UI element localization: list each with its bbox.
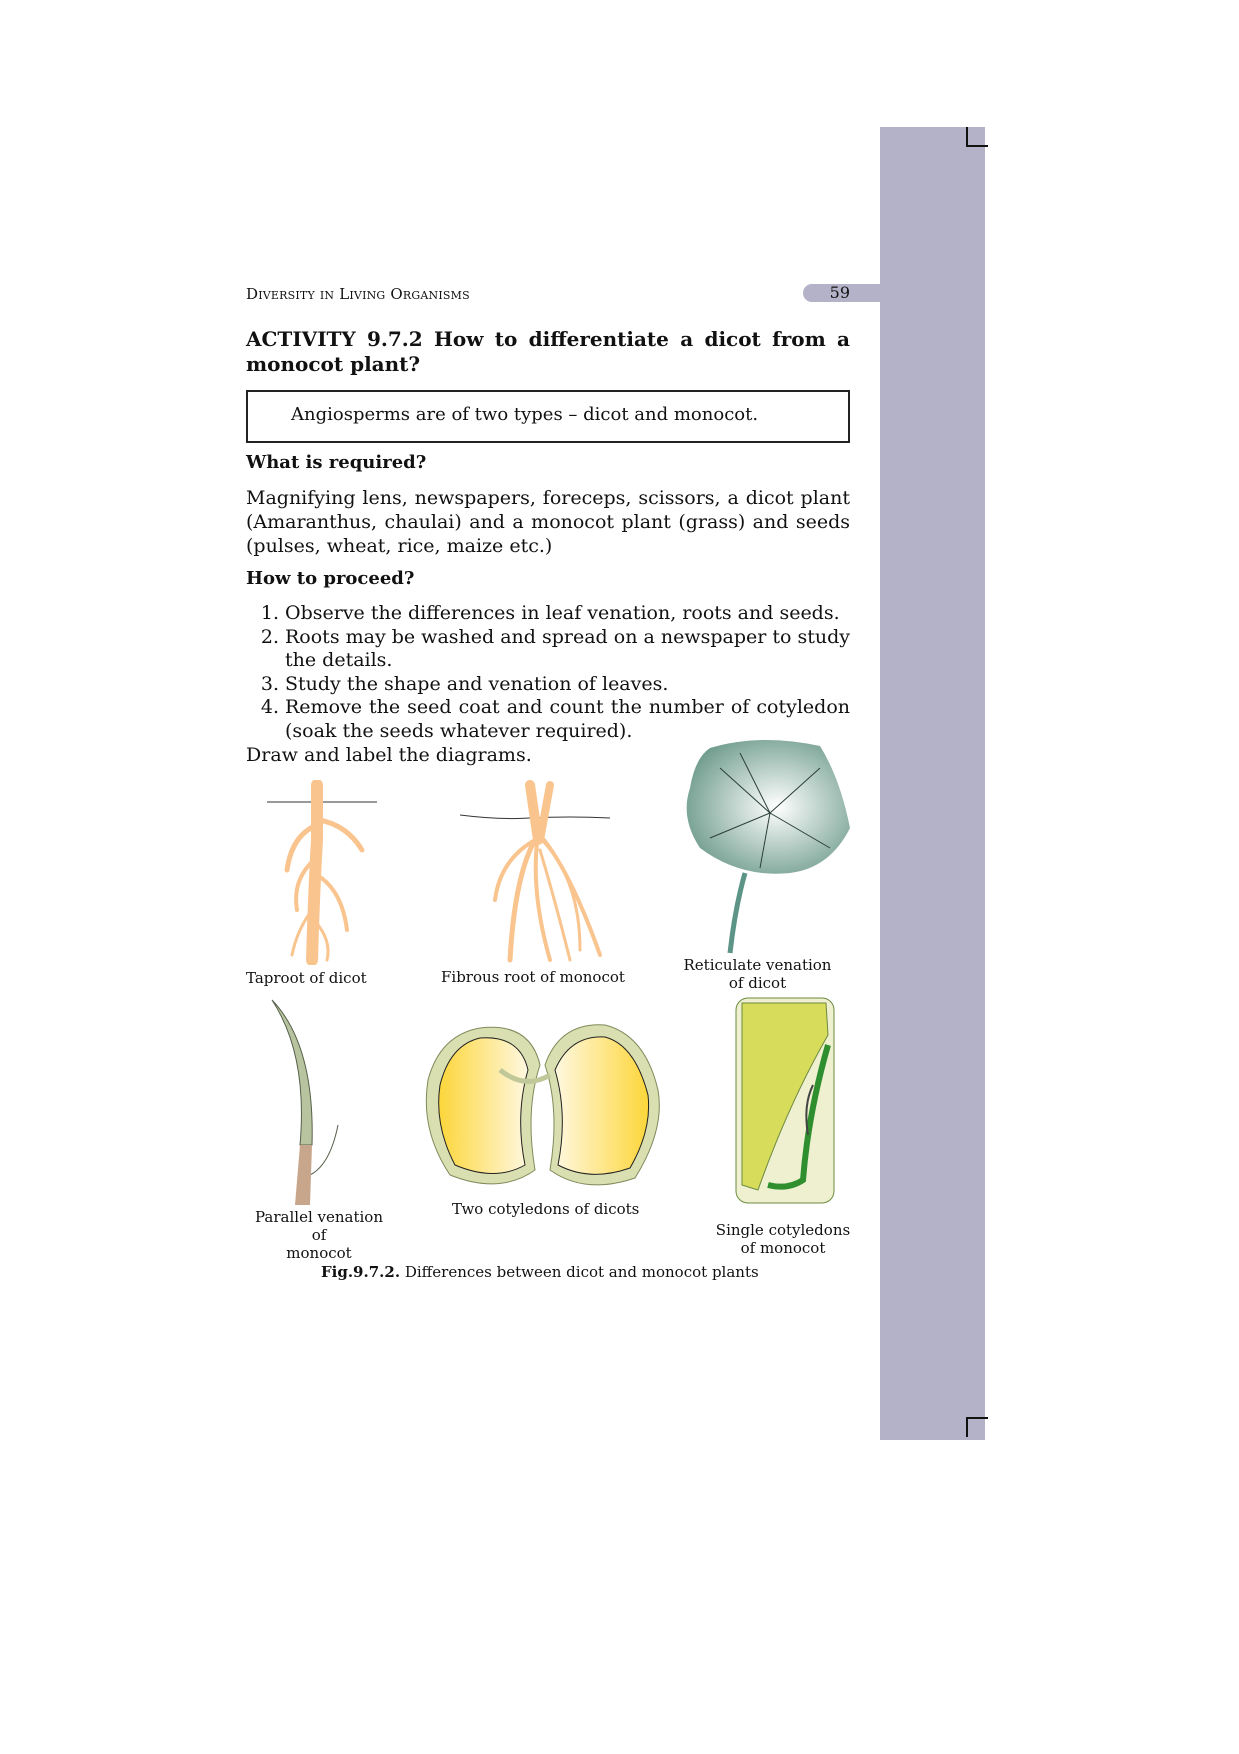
activity-title: ACTIVITY 9.7.2 How to differentiate a dicot from a monocot plant? [246,327,850,376]
caption-reticulate: Reticulate venation of dicot [683,956,832,992]
reticulate-leaf-illustration [680,738,855,956]
step-item: 4. Remove the seed coat and count the number of cotyledon (soak the seeds whatever required). [260,696,850,742]
margin-band [880,127,985,1440]
running-header: Diversity in Living Organisms [246,285,470,303]
required-heading: What is required? [246,452,427,473]
caption-two-cotyledons: Two cotyledons of dicots [452,1200,640,1218]
fibrous-root-illustration [460,780,615,965]
step-item: 3. Study the shape and venation of leaves. [260,672,669,695]
required-text: Magnifying lens, newspapers, foreceps, scissors, a dicot plant (Amaranthus, chaulai) and a monocot plant (grass) and seeds (pulses, wheat, rice, maize etc.) [246,487,850,557]
taproot-illustration [262,780,382,965]
single-cotyledon-illustration [728,995,838,1215]
steps-list [246,602,850,743]
step-item: 2. Roots may be washed and spread on a newspaper to study the details. [260,625,850,671]
crop-mark-top [966,127,988,147]
page-number: 59 [803,284,880,302]
crop-mark-bottom [966,1417,988,1437]
caption-single-cotyledon: Single cotyledons of monocot [715,1221,851,1257]
caption-fibrous: Fibrous root of monocot [441,968,625,986]
caption-parallel: Parallel venation of monocot [255,1208,383,1262]
figure-label: Fig.9.7.2. Differences between dicot and monocot plants [321,1263,759,1281]
parallel-venation-illustration [270,995,350,1210]
note-box [246,390,850,443]
caption-taproot: Taproot of dicot [246,969,367,987]
two-cotyledons-illustration [420,1020,665,1190]
step-item: 1. Observe the differences in leaf venation, roots and seeds. [260,602,840,624]
note-text: Angiosperms are of two types – dicot and monocot. [291,404,759,425]
closing-text: Draw and label the diagrams. [246,744,532,766]
proceed-heading: How to proceed? [246,568,415,589]
